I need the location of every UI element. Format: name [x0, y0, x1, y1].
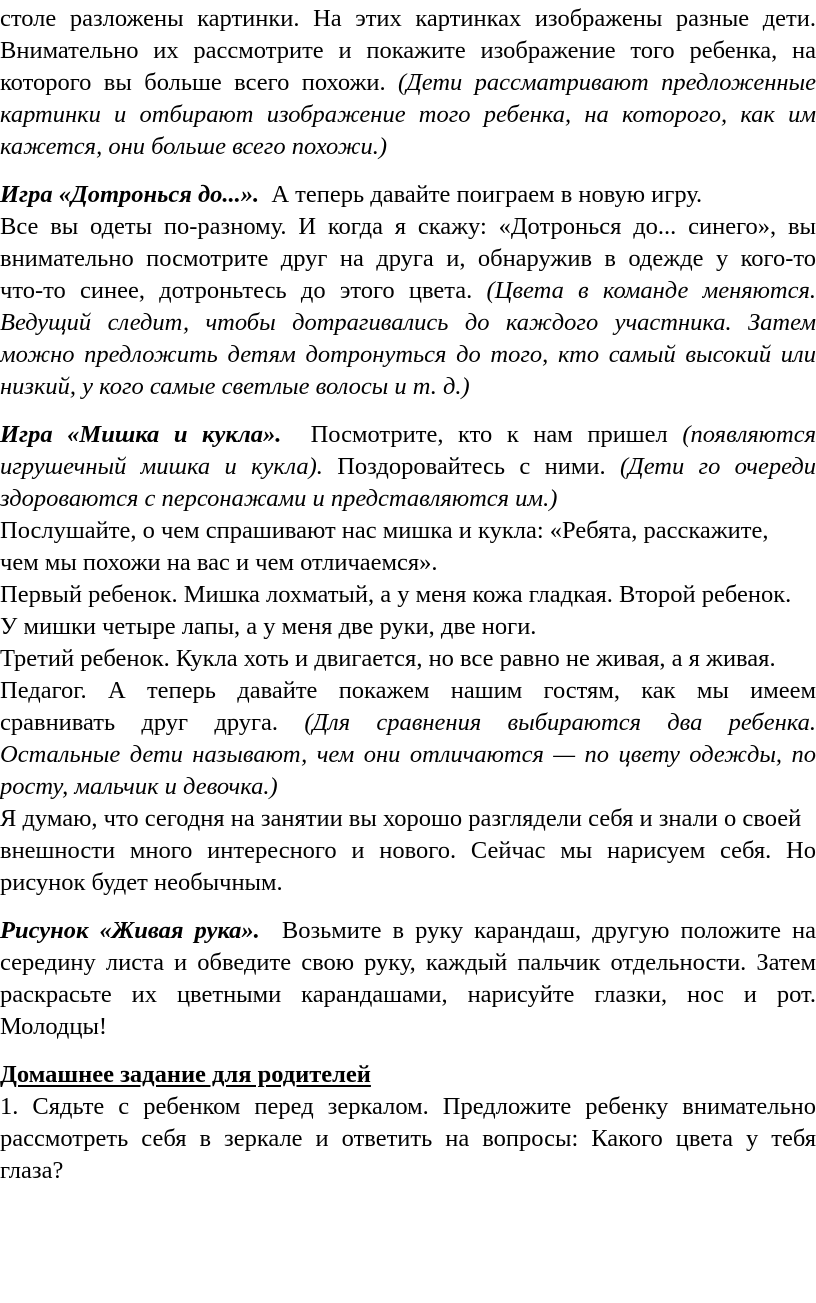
game-touch-title-line: Игра «Дотронься до...». А теперь давайте поиграем в новую игру.: [0, 181, 703, 208]
intro-line-2: Внимательно их рассмотрите и покажите изображение того ребенка, на: [0, 37, 816, 64]
drawing-title: Рисунок «Живая рука».: [0, 917, 260, 944]
game-touch-line-4: Ведущий следит, чтобы дотрагивались до каждого участника. Затем: [0, 309, 816, 336]
game-bear-line-3: здороваются с персонажами и представляются им.): [0, 485, 558, 512]
game-bear-line-10: сравнивать друг друга. (Для сравнения выбираются два ребенка.: [0, 709, 816, 736]
intro-line-3: которого вы больше всего похожи. (Дети рассматривают предложенные: [0, 69, 816, 96]
drawing-line-2: середину листа и обведите свою руку, каждый пальчик отдельности. Затем: [0, 949, 816, 976]
game-touch-line-5: можно предложить детям дотронуться до того, кто самый высокий или: [0, 341, 816, 368]
game-bear-title: Игра «Мишка и кукла».: [0, 421, 282, 448]
drawing-line-3: раскрасьте их цветными карандашами, нарисуйте глазки, нос и рот.: [0, 981, 816, 1008]
game-bear-line-2: игрушечный мишка и кукла). Поздоровайтесь с ними. (Дети го очереди: [0, 453, 816, 480]
drawing-line-4: Молодцы!: [0, 1013, 108, 1040]
game-bear-line-13: Я думаю, что сегодня на занятии вы хорошо разглядели себя и знали о своей: [0, 805, 802, 832]
game-touch-title: Игра «Дотронься до...».: [0, 181, 260, 208]
homework-line-1: 1. Сядьте с ребенком перед зеркалом. Предложите ребенку внимательно: [0, 1093, 816, 1120]
game-bear-title-line: Игра «Мишка и кукла». Посмотрите, кто к нам пришел (появляются: [0, 421, 816, 448]
game-bear-line-7: У мишки четыре лапы, а у меня две руки, две ноги.: [0, 613, 537, 640]
homework-title: Домашнее задание для родителей: [0, 1061, 371, 1088]
game-touch-line-1: Все вы одеты по-разному. И когда я скажу: «Дотронься до... синего», вы: [0, 213, 816, 240]
intro-line-1: столе разложены картинки. На этих картинках изображены разные дети.: [0, 5, 816, 32]
homework-title-line: [0, 1059, 816, 1091]
homework-line-2: рассмотреть себя в зеркале и ответить на вопросы: Какого цвета у тебя: [0, 1125, 816, 1152]
game-bear-line-5: чем мы похожи на вас и чем отличаемся».: [0, 549, 438, 576]
drawing-title-line: Рисунок «Живая рука». Возьмите в руку карандаш, другую положите на: [0, 917, 816, 944]
game-touch-line-2: внимательно посмотрите друг на друга и, обнаружив в одежде у кого-то: [0, 245, 816, 272]
game-touch-line-3: что-то синее, дотроньтесь до этого цвета. (Цвета в команде меняются.: [0, 277, 816, 304]
homework-line-3: глаза?: [0, 1157, 64, 1184]
game-bear-line-15: рисунок будет необычным.: [0, 869, 283, 896]
game-bear-line-4: Послушайте, о чем спрашивают нас мишка и кукла: «Ребята, расскажите,: [0, 517, 769, 544]
intro-line-4: картинки и отбирают изображение того ребенка, на которого, как им: [0, 101, 816, 128]
intro-line-5: кажется, они больше всего похожи.): [0, 133, 387, 160]
game-bear-line-14: внешности много интересного и нового. Сейчас мы нарисуем себя. Но: [0, 837, 816, 864]
game-bear-line-8: Третий ребенок. Кукла хоть и двигается, но все равно не живая, а я живая.: [0, 645, 776, 672]
game-bear-line-11: Остальные дети называют, чем они отличаются — по цвету одежды, по: [0, 741, 816, 768]
game-touch-line-6: низкий, у кого самые светлые волосы и т. д.): [0, 373, 470, 400]
game-bear-line-12: росту, мальчик и девочка.): [0, 773, 278, 800]
game-bear-line-6: Первый ребенок. Мишка лохматый, а у меня кожа гладкая. Второй ребенок.: [0, 581, 792, 608]
game-bear-line-9: Педагог. А теперь давайте покажем нашим гостям, как мы имеем: [0, 677, 816, 704]
